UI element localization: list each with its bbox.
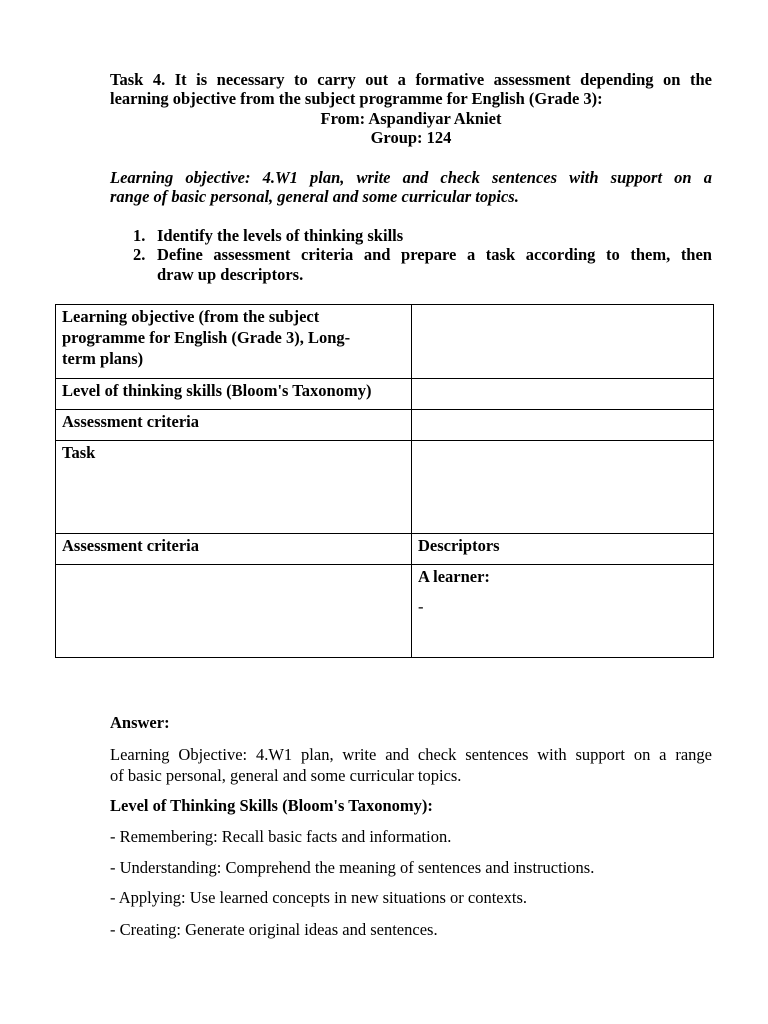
descriptors-header: Descriptors — [412, 534, 714, 565]
step-text-1: Identify the levels of thinking skills — [157, 226, 404, 245]
assessment-criteria-header: Assessment criteria — [56, 534, 412, 565]
task-label: Task — [56, 441, 412, 534]
learning-objective-line2: range of basic personal, general and some curricular topics. — [110, 187, 519, 206]
table-row — [56, 534, 714, 565]
group-number: Group: 124 — [370, 128, 452, 147]
step-number-1: 1. — [133, 226, 146, 245]
table-row — [56, 441, 714, 534]
descriptor-item: - — [418, 597, 424, 616]
assessment-table — [55, 304, 714, 658]
learning-objective-line1: Learning objective: 4.W1 plan, write and check sentences with support on a — [110, 168, 712, 187]
skill-creating: - Creating: Generate original ideas and sentences. — [110, 920, 438, 939]
table-row — [56, 565, 714, 658]
task-value-cell[interactable] — [412, 441, 714, 534]
assessment-criteria-entry-cell[interactable] — [56, 565, 412, 658]
descriptor-learner-heading: A learner: — [418, 567, 490, 586]
thinking-skills-label: Level of thinking skills (Bloom's Taxonomy) — [56, 379, 412, 410]
table-row — [56, 410, 714, 441]
thinking-skills-value-cell[interactable] — [412, 379, 714, 410]
assessment-criteria-value-cell[interactable] — [412, 410, 714, 441]
task-title-line1: Task 4. It is necessary to carry out a formative assessment depending on the — [110, 70, 712, 89]
answer-objective-line2: of basic personal, general and some curricular topics. — [110, 766, 462, 785]
learning-objective-cell — [56, 305, 412, 379]
answer-objective-line1: Learning Objective: 4.W1 plan, write and check sentences with support on a range — [110, 745, 712, 764]
table-row — [56, 379, 714, 410]
learning-objective-label-line3: term plans) — [62, 349, 144, 368]
assessment-criteria-label: Assessment criteria — [56, 410, 412, 441]
learning-objective-value-cell[interactable] — [412, 305, 714, 379]
step-text-2-line1: Define assessment criteria and prepare a task according to them, then — [157, 245, 712, 264]
learning-objective-label-line2: programme for English (Grade 3), Long- — [62, 328, 351, 347]
answer-heading: Answer: — [110, 713, 170, 732]
skill-remembering: - Remembering: Recall basic facts and information. — [110, 827, 452, 846]
table-row — [56, 305, 714, 379]
step-number-2: 2. — [133, 245, 146, 264]
skill-understanding: - Understanding: Comprehend the meaning of sentences and instructions. — [110, 858, 595, 877]
learning-objective-label-line1: Learning objective (from the subject — [62, 307, 320, 326]
task-title-line2: learning objective from the subject programme for English (Grade 3): — [110, 89, 603, 108]
skill-applying: - Applying: Use learned concepts in new situations or contexts. — [110, 888, 527, 907]
step-text-2-line2: draw up descriptors. — [157, 265, 304, 284]
author-name: From: Aspandiyar Akniet — [320, 109, 502, 128]
descriptors-entry-cell[interactable] — [412, 565, 714, 658]
answer-skills-heading: Level of Thinking Skills (Bloom's Taxonomy): — [110, 796, 433, 815]
